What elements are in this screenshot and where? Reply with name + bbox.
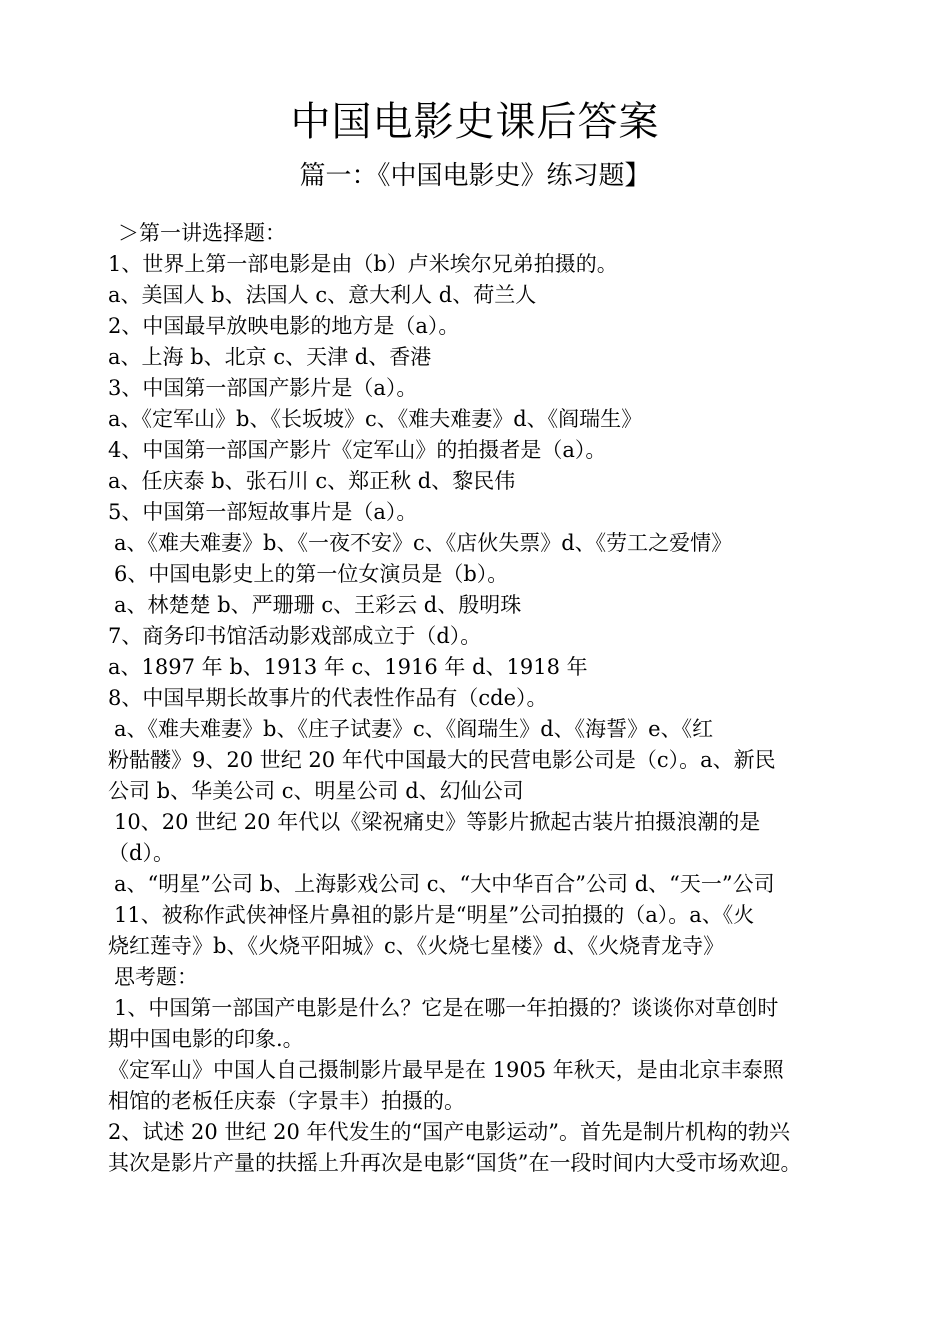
text-line: 5、中国第一部短故事片是（a）。 xyxy=(108,500,418,524)
text-line: 《定军山》中国人自己摄制影片最早是在 1905 年秋天，是由北京丰泰照 xyxy=(108,1058,784,1082)
text-line: 2、试述 20 世纪 20 年代发生的“国产电影运动”。首先是制片机构的勃兴 xyxy=(108,1120,790,1144)
text-line: 思考题： xyxy=(114,965,198,989)
text-line: 2、中国最早放映电影的地方是（a）。 xyxy=(108,314,460,338)
text-line: 粉骷髅》9、20 世纪 20 年代中国最大的民营电影公司是（c）。a、新民 xyxy=(108,748,776,772)
text-line: a、1897 年 b、1913 年 c、1916 年 d、1918 年 xyxy=(108,655,588,679)
text-line: a、“明星”公司 b、上海影戏公司 c、“大中华百合”公司 d、“天一”公司 xyxy=(114,872,775,896)
document-body xyxy=(108,218,898,1179)
text-line: 烧红莲寺》b、《火烧平阳城》c、《火烧七星楼》d、《火烧青龙寺》 xyxy=(108,934,725,958)
text-line: a、任庆泰 b、张石川 c、郑正秋 d、黎民伟 xyxy=(108,469,516,493)
text-line: 期中国电影的印象.。 xyxy=(108,1027,304,1051)
text-line: 公司 b、华美公司 c、明星公司 d、幻仙公司 xyxy=(108,779,524,803)
document-subtitle: 篇一：《中国电影史》练习题】 xyxy=(299,161,651,191)
text-line: 10、20 世纪 20 年代以《梁祝痛史》等影片掀起古装片拍摄浪潮的是 xyxy=(114,810,761,834)
text-line: 1、中国第一部国产电影是什么？它是在哪一年拍摄的？谈谈你对草创时 xyxy=(114,996,779,1020)
text-line: 11、被称作武侠神怪片鼻祖的影片是“明星”公司拍摄的（a）。a、《火 xyxy=(114,903,755,927)
text-line: 3、中国第一部国产影片是（a）。 xyxy=(108,376,418,400)
text-line: 6、中国电影史上的第一位女演员是（b）。 xyxy=(114,562,509,586)
text-line: ＞第一讲选择题： xyxy=(118,221,286,245)
text-line: a、《难夫难妻》b、《一夜不安》c、《店伙失票》d、《劳工之爱情》 xyxy=(114,531,733,555)
text-line: a、林楚楚 b、严珊珊 c、王彩云 d、殷明珠 xyxy=(114,593,522,617)
text-line: 8、中国早期长故事片的代表性作品有（cde）。 xyxy=(108,686,548,710)
text-line: a、美国人 b、法国人 c、意大利人 d、荷兰人 xyxy=(108,283,537,307)
text-line: a、上海 b、北京 c、天津 d、香港 xyxy=(108,345,432,369)
document-title: 中国电影史课后答案 xyxy=(290,99,660,145)
text-line: 1、世界上第一部电影是由（b）卢米埃尔兄弟拍摄的。 xyxy=(108,252,618,276)
text-line: 其次是影片产量的扶摇上升再次是电影“国货”在一段时间内大受市场欢迎。 xyxy=(108,1151,802,1175)
text-line: a、《难夫难妻》b、《庄子试妻》c、《阎瑞生》d、《海誓》e、《红 xyxy=(114,717,714,741)
text-line: a、《定军山》b、《长坂坡》c、《难夫难妻》d、《阎瑞生》 xyxy=(108,407,643,431)
text-line: 7、商务印书馆活动影戏部成立于（d）。 xyxy=(108,624,482,648)
text-line: （d）。 xyxy=(108,841,174,865)
text-line: 相馆的老板任庆泰（字景丰）拍摄的。 xyxy=(108,1089,465,1113)
text-line: 4、中国第一部国产影片《定军山》的拍摄者是（a）。 xyxy=(108,438,607,462)
